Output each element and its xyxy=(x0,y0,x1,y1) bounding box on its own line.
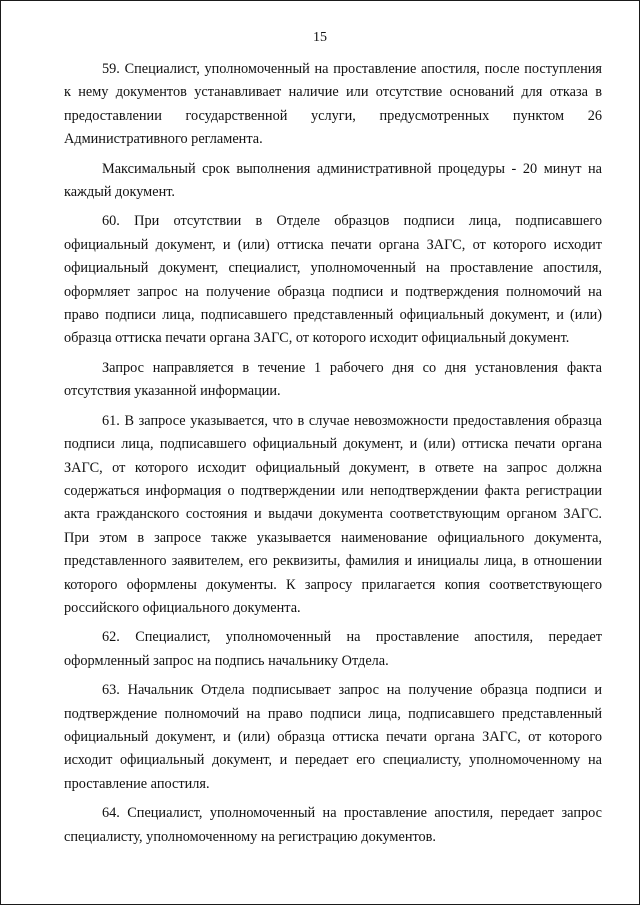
paragraph-60: 60. При отсутствии в Отделе образцов подписи лица, подписавшего официальный документ, и (или) оттиска печати органа ЗАГС, от которого исходит официальный документ, специалист, уполномоченный на проставление апостиля, оформляет запрос на получение образца подписи и подтверждения полномочий на право подписи лица, подписавшего представленный официальный документ, и (или) образца оттиска печати органа ЗАГС, от которого исходит официальный документ. xyxy=(64,213,602,347)
document-body xyxy=(64,58,602,855)
paragraph-59-max-time: Максимальный срок выполнения административной процедуры - 20 минут на каждый документ. xyxy=(64,160,602,201)
paragraph-61: 61. В запросе указывается, что в случае невозможности предоставления образца подписи лица, подписавшего официальный документ, и (или) оттиска печати органа ЗАГС, от которого исходит официальный документ, в ответе на запрос должна содержаться информация о подтверждении или неподтверждении факта регистрации акта гражданского состояния и выдачи документа соответствующим органом ЗАГС. При этом в запросе также указывается наименование официального документа, представленного заявителем, его реквизиты, фамилия и инициалы лица, в отношении которого оформлены документы. К запросу прилагается копия соответствующего российского официального документа. xyxy=(64,412,602,616)
paragraph-60-request-timing: Запрос направляется в течение 1 рабочего дня со дня установления факта отсутствия указанной информации. xyxy=(64,359,602,400)
paragraph-64: 64. Специалист, уполномоченный на проставление апостиля, передает запрос специалисту, уполномоченному на регистрацию документов. xyxy=(64,805,602,845)
paragraph-62: 62. Специалист, уполномоченный на проставление апостиля, передает оформленный запрос на подпись начальнику Отдела. xyxy=(64,629,602,669)
paragraph-63: 63. Начальник Отдела подписывает запрос на получение образца подписи и подтверждение полномочий на право подписи лица, подписавшего представленный официальный документ, и (или) образца оттиска печати органа ЗАГС, от которого исходит официальный документ, и передает его специалисту, уполномоченному на проставление апостиля. xyxy=(64,682,602,792)
page-number: 15 xyxy=(313,30,327,45)
paragraph-59: 59. Специалист, уполномоченный на проставление апостиля, после поступления к нему документов устанавливает наличие или отсутствие оснований для отказа в предоставлении государственной услуги, предусмотренных пунктом 26 Административного регламента. xyxy=(64,61,602,148)
